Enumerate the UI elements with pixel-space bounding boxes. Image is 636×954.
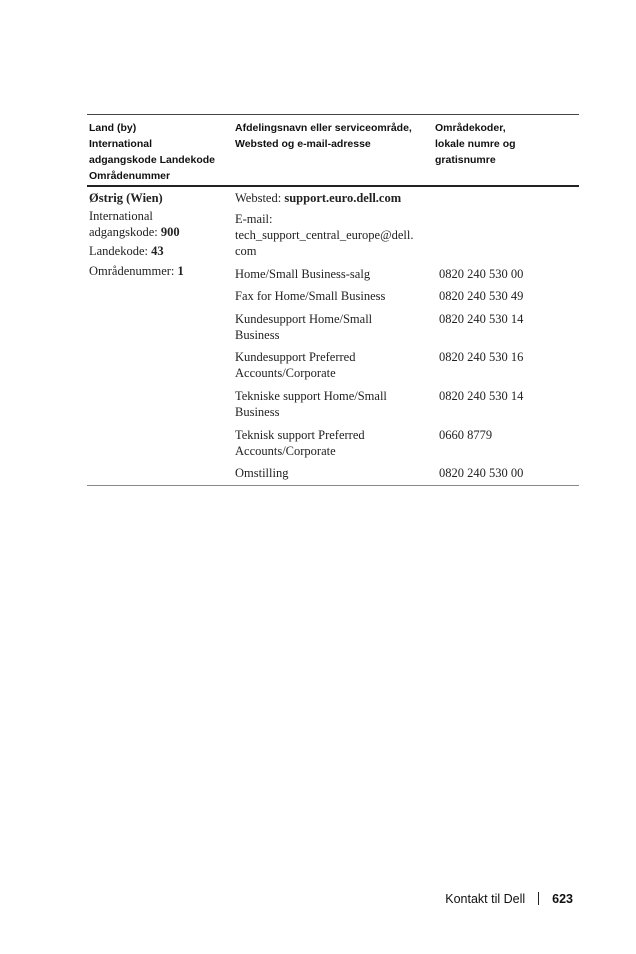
table-row-service: Teknisk support Preferred Accounts/Corporate <box>235 428 365 458</box>
website: Websted: support.euro.dell.com <box>235 191 402 205</box>
table-row-service: Omstilling <box>235 466 289 480</box>
table-row-number: 0820 240 530 14 <box>439 389 524 403</box>
table-top-rule <box>87 114 579 115</box>
table-row-number: 0820 240 530 00 <box>439 267 524 281</box>
table-row-service: Kundesupport Preferred Accounts/Corporate <box>235 350 356 380</box>
intl-access-code: International adgangskode: 900 <box>89 209 180 239</box>
table-row-number: 0660 8779 <box>439 428 493 442</box>
header-department: Afdelingsnavn eller serviceområde, Websted og e-mail-adresse <box>235 122 412 150</box>
page-number: 623 <box>552 892 573 906</box>
table-row-service: Home/Small Business-salg <box>235 267 371 281</box>
table-row-number: 0820 240 530 16 <box>439 350 524 364</box>
header-codes: Områdekoder, lokale numre og gratisnumre <box>435 122 516 166</box>
table-row-service: Kundesupport Home/Small Business <box>235 312 373 342</box>
header-country: Land (by) International adgangskode Landekode Områdenummer <box>89 122 216 182</box>
table-row-number: 0820 240 530 14 <box>439 312 524 326</box>
website-link[interactable]: support.euro.dell.com <box>284 191 402 205</box>
table-row-service: Fax for Home/Small Business <box>235 289 386 303</box>
table-header-rule <box>87 185 579 187</box>
email-address[interactable]: tech_support_central_europe@dell. <box>235 228 414 242</box>
footer-divider <box>538 892 539 905</box>
email: E-mail: tech_support_central_europe@dell. com <box>235 211 435 259</box>
page-footer <box>0 892 573 906</box>
country-code: Landekode: 43 <box>89 244 164 258</box>
table-row-number: 0820 240 530 49 <box>439 289 524 303</box>
footer-section: Kontakt til Dell <box>445 892 526 906</box>
country-name: Østrig (Wien) <box>89 191 163 205</box>
table-row-number: 0820 240 530 00 <box>439 466 524 480</box>
table-bottom-rule <box>87 485 579 486</box>
area-code: Områdenummer: 1 <box>89 264 184 278</box>
table-row-service: Tekniske support Home/Small Business <box>235 389 387 419</box>
